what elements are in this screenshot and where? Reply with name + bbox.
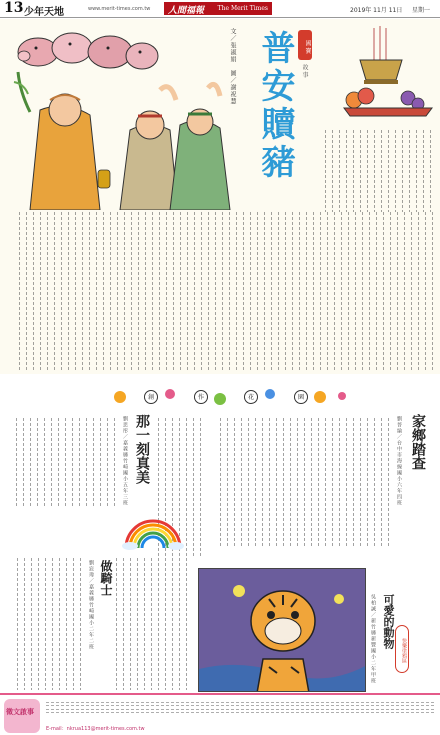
submission-text-block xyxy=(46,699,434,716)
text-column xyxy=(425,212,426,370)
text-column xyxy=(236,212,237,370)
text-column xyxy=(186,558,187,690)
text-column xyxy=(165,558,166,690)
doodle-zone-badge: 快樂塗鴉區 xyxy=(395,625,409,673)
text-column xyxy=(26,212,27,370)
text-column xyxy=(360,130,361,212)
tiger-drawing xyxy=(198,568,366,692)
text-column xyxy=(179,558,180,690)
text-column xyxy=(388,418,389,546)
text-column xyxy=(114,418,115,508)
text-column xyxy=(61,212,62,370)
text-column xyxy=(44,418,45,508)
text-column xyxy=(325,418,326,546)
text-column xyxy=(241,418,242,546)
text-column xyxy=(355,212,356,370)
footer-text-line xyxy=(46,705,434,706)
text-column xyxy=(82,212,83,370)
text-column xyxy=(187,212,188,370)
band-label-3: 花 xyxy=(244,390,258,404)
text-column xyxy=(30,418,31,508)
text-column xyxy=(306,212,307,370)
text-column xyxy=(276,418,277,546)
piece-body-knight-right xyxy=(112,558,192,690)
text-column xyxy=(58,418,59,508)
text-column xyxy=(145,212,146,370)
text-column xyxy=(402,130,403,212)
text-column xyxy=(172,558,173,690)
text-column xyxy=(390,212,391,370)
text-column xyxy=(138,212,139,370)
text-column xyxy=(51,418,52,508)
text-column xyxy=(166,212,167,370)
piece-author-knight: 劉宸瑋／嘉義縣竹崎國小二年二班 xyxy=(88,560,94,650)
text-column xyxy=(257,212,258,370)
text-column xyxy=(173,212,174,370)
piece-author-animals: 吳柏誠／新竹縣新豐國小二年甲班 xyxy=(370,594,376,684)
text-column xyxy=(130,558,131,690)
text-column xyxy=(250,212,251,370)
text-column xyxy=(222,212,223,370)
text-column xyxy=(423,130,424,212)
footer-text-line xyxy=(46,712,434,713)
text-column xyxy=(325,130,326,212)
text-column xyxy=(362,212,363,370)
text-column xyxy=(388,130,389,212)
band-label-1: 創 xyxy=(144,390,158,404)
text-column xyxy=(123,558,124,690)
text-column xyxy=(80,558,81,690)
text-column xyxy=(353,418,354,546)
text-column xyxy=(374,130,375,212)
text-column xyxy=(124,212,125,370)
text-column xyxy=(367,418,368,546)
text-column xyxy=(79,418,80,508)
text-column xyxy=(75,212,76,370)
text-column xyxy=(152,212,153,370)
text-column xyxy=(327,212,328,370)
text-column xyxy=(432,212,433,370)
text-column xyxy=(47,212,48,370)
text-column xyxy=(33,212,34,370)
story-byline: 文／張淑娟 圖／謝祝慧 xyxy=(229,28,236,105)
band-label-2: 作 xyxy=(194,390,208,404)
tiger-illustration xyxy=(199,569,366,692)
text-column xyxy=(341,212,342,370)
text-column xyxy=(31,558,32,690)
text-column xyxy=(208,212,209,370)
text-column xyxy=(318,418,319,546)
text-column xyxy=(137,558,138,690)
text-column xyxy=(16,418,17,508)
text-column xyxy=(374,418,375,546)
text-column xyxy=(234,418,235,546)
text-column xyxy=(383,212,384,370)
text-column xyxy=(255,418,256,546)
text-column xyxy=(59,558,60,690)
rainbow-illustration xyxy=(120,512,186,552)
text-column xyxy=(311,418,312,546)
villagers-illustration xyxy=(20,70,240,210)
text-column xyxy=(24,558,25,690)
text-column xyxy=(411,212,412,370)
text-column xyxy=(332,418,333,546)
text-column xyxy=(404,212,405,370)
text-column xyxy=(151,558,152,690)
text-column xyxy=(96,212,97,370)
text-column xyxy=(320,212,321,370)
text-column xyxy=(17,558,18,690)
text-column xyxy=(304,418,305,546)
piece-author-moment: 劉思彤／嘉義縣竹崎國小五年三班 xyxy=(122,416,128,506)
text-column xyxy=(367,130,368,212)
text-column xyxy=(299,212,300,370)
text-column xyxy=(229,212,230,370)
text-column xyxy=(45,558,46,690)
text-column xyxy=(159,212,160,370)
footer-text-line xyxy=(46,709,434,710)
text-column xyxy=(243,212,244,370)
text-column xyxy=(283,418,284,546)
text-column xyxy=(38,558,39,690)
text-column xyxy=(93,418,94,508)
text-column xyxy=(381,130,382,212)
text-column xyxy=(339,418,340,546)
text-column xyxy=(193,418,194,556)
footer-text-line xyxy=(46,702,434,703)
text-column xyxy=(271,212,272,370)
text-column xyxy=(215,212,216,370)
text-column xyxy=(313,212,314,370)
text-column xyxy=(86,418,87,508)
page-header xyxy=(0,0,440,18)
issue-date: 2019年 11月 11日 xyxy=(350,7,403,14)
text-column xyxy=(360,418,361,546)
text-column xyxy=(395,130,396,212)
submission-email[interactable]: E-mail：nkrua113@merit-times.com.tw xyxy=(46,726,145,732)
text-column xyxy=(117,212,118,370)
text-column xyxy=(418,212,419,370)
text-column xyxy=(52,558,53,690)
site-url[interactable]: www.merit-times.com.tw xyxy=(88,6,151,12)
text-column xyxy=(290,418,291,546)
piece-title-animals: 可愛的動物 xyxy=(382,594,395,649)
text-column xyxy=(409,130,410,212)
masthead-english: The Merit Times xyxy=(217,5,268,12)
text-column xyxy=(376,212,377,370)
piece-author-hometown: 劉晉綸／台中市海線國小六年四班 xyxy=(396,416,402,506)
text-column xyxy=(346,130,347,212)
text-column xyxy=(186,418,187,556)
text-column xyxy=(116,558,117,690)
text-column xyxy=(194,212,195,370)
text-column xyxy=(72,418,73,508)
story-title: 普安贖豬 xyxy=(255,30,295,182)
piece-body-hometown xyxy=(212,418,394,546)
text-column xyxy=(103,212,104,370)
story-body-lower xyxy=(10,212,438,370)
masthead-chinese: 人間福報 xyxy=(168,6,205,16)
text-column xyxy=(381,418,382,546)
text-column xyxy=(262,418,263,546)
piece-body-moment-top xyxy=(8,418,120,508)
text-column xyxy=(353,130,354,212)
submission-badge-label: 徵文啟事 xyxy=(6,708,34,716)
text-column xyxy=(37,418,38,508)
text-column xyxy=(278,212,279,370)
newspaper-masthead xyxy=(164,2,272,15)
text-column xyxy=(348,212,349,370)
text-column xyxy=(285,212,286,370)
text-column xyxy=(227,418,228,546)
text-column xyxy=(201,212,202,370)
text-column xyxy=(131,212,132,370)
story-body-upper-right xyxy=(318,130,436,212)
section-title: 少年天地 xyxy=(24,7,64,18)
text-column xyxy=(269,418,270,546)
text-column xyxy=(110,212,111,370)
incense-burner-illustration xyxy=(336,24,436,134)
text-column xyxy=(264,212,265,370)
text-column xyxy=(430,130,431,212)
text-column xyxy=(144,558,145,690)
text-column xyxy=(339,130,340,212)
piece-body-knight xyxy=(8,558,86,690)
text-column xyxy=(158,558,159,690)
text-column xyxy=(220,418,221,546)
band-label-4: 園 xyxy=(294,390,308,404)
page-number: 13 xyxy=(4,0,24,16)
story-category-badge: 國 寶 xyxy=(298,30,312,60)
text-column xyxy=(346,418,347,546)
text-column xyxy=(334,212,335,370)
piece-title-knight: 做騎士 xyxy=(99,560,113,596)
text-column xyxy=(332,130,333,212)
text-column xyxy=(54,212,55,370)
text-column xyxy=(66,558,67,690)
text-column xyxy=(100,418,101,508)
text-column xyxy=(40,212,41,370)
text-column xyxy=(248,418,249,546)
text-column xyxy=(297,418,298,546)
text-column xyxy=(23,418,24,508)
text-column xyxy=(73,558,74,690)
text-column xyxy=(292,212,293,370)
text-column xyxy=(200,418,201,556)
text-column xyxy=(19,212,20,370)
piece-title-moment: 那一刻真美 xyxy=(134,414,150,484)
text-column xyxy=(369,212,370,370)
text-column xyxy=(180,212,181,370)
text-column xyxy=(397,212,398,370)
piece-title-hometown: 家鄉踏查 xyxy=(410,414,426,470)
text-column xyxy=(68,212,69,370)
issue-weekday: 星期一 xyxy=(412,7,431,14)
text-column xyxy=(65,418,66,508)
text-column xyxy=(107,418,108,508)
text-column xyxy=(89,212,90,370)
text-column xyxy=(416,130,417,212)
submission-notice xyxy=(0,693,440,735)
story-genre: 故 事 xyxy=(301,64,308,78)
creative-garden-banner xyxy=(110,382,350,412)
